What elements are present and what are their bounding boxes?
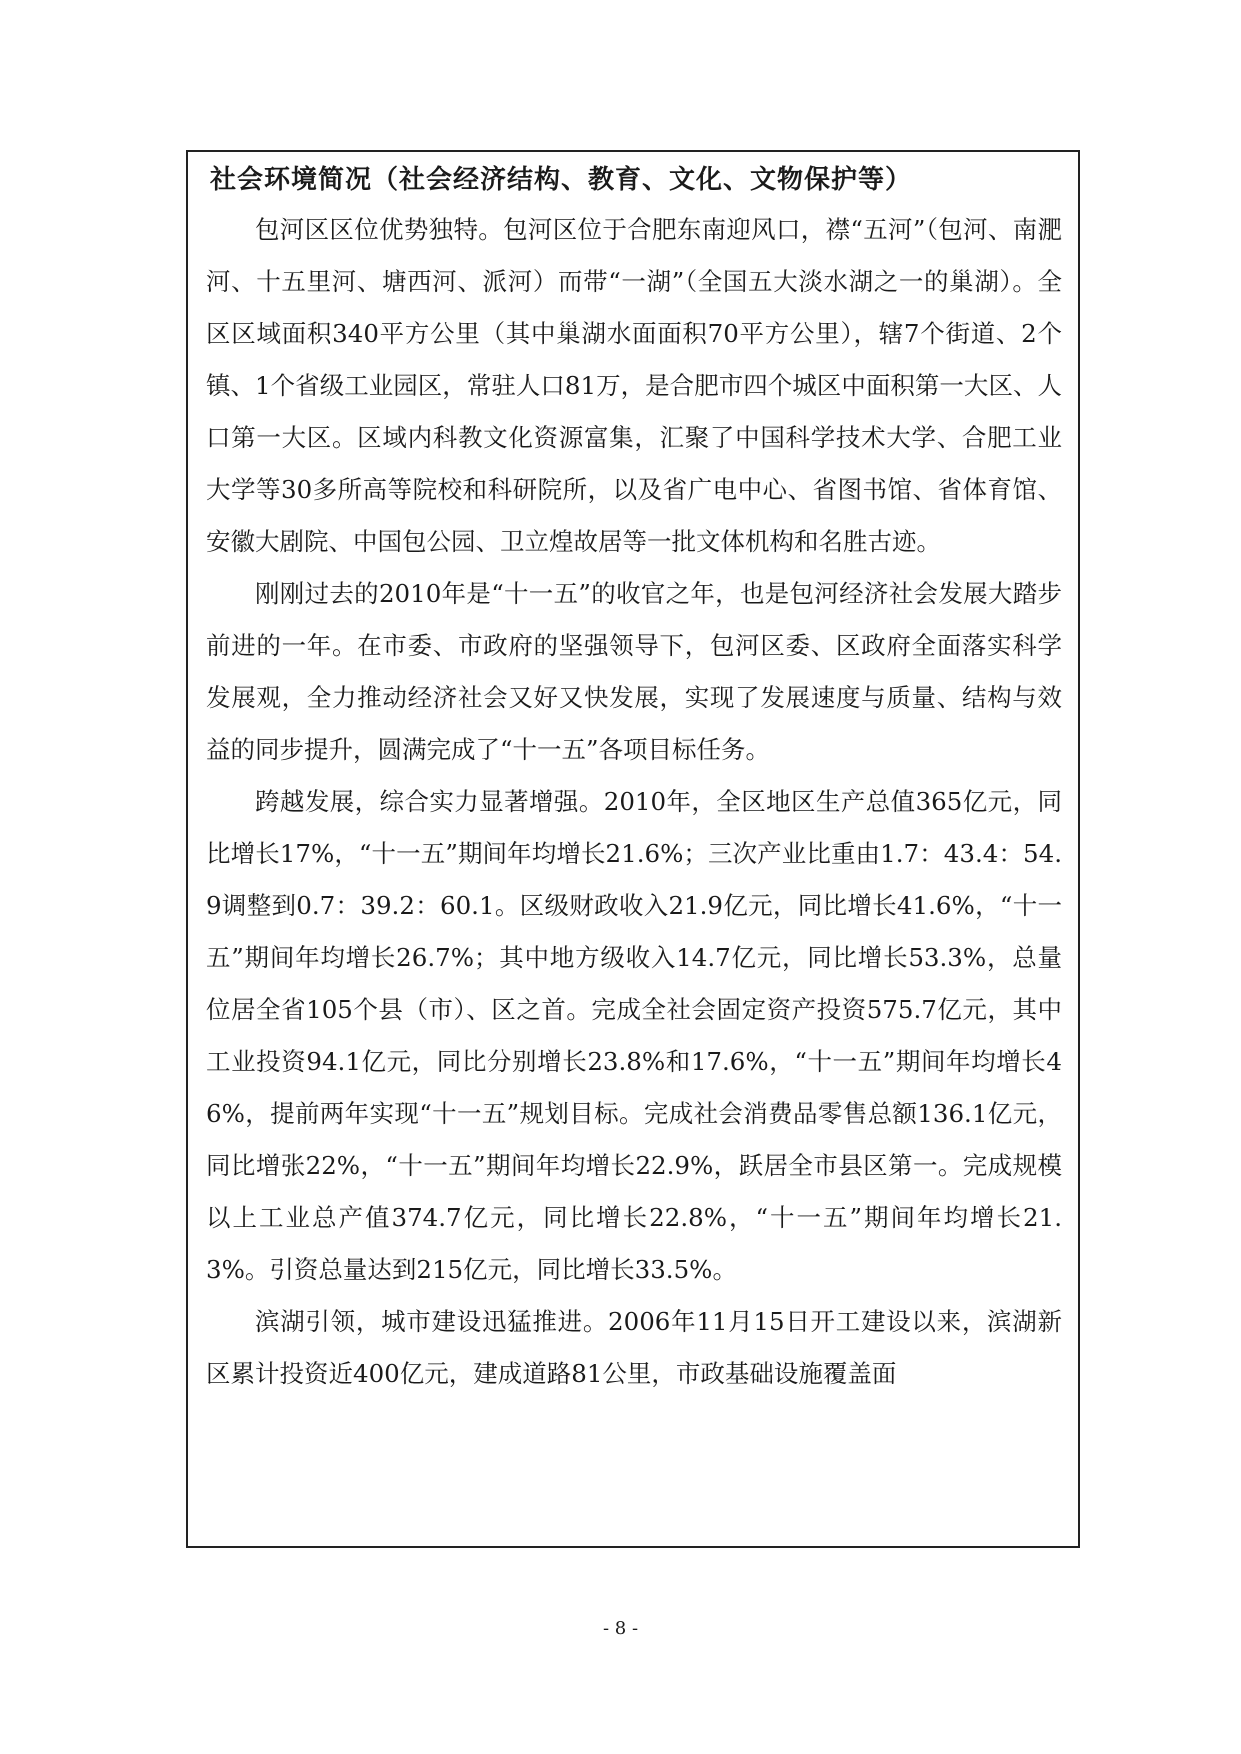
paragraph-location: 包河区区位优势独特。包河区位于合肥东南迎风口，襟“五河”（包河、南淝河、十五里河、塘西河、派河）而带“一湖”（全国五大淡水湖之一的巢湖）。全区区域面积340平方公里（其中巢湖水面面积70平方公里），辖7个街道、2个镇、1个省级工业园区，常驻人口81万，是合肥市四个城区中面积第一大区、人口第一大区。区域内科教文化资源富集，汇聚了中国科学技术大学、合肥工业大学等30多所高等院校和科研院所，以及省广电中心、省图书馆、省体育馆、安徽大剧院、中国包公园、卫立煌故居等一批文体机构和名胜古迹。 [206, 215, 1062, 556]
content-frame [186, 150, 1080, 1548]
page-number: - 8 - [602, 1618, 639, 1639]
section-heading: 社会环境简况（社会经济结构、教育、文化、文物保护等） [210, 165, 913, 195]
paragraph-2010-overview: 刚刚过去的2010年是“十一五”的收官之年，也是包河经济社会发展大踏步前进的一年。在市委、市政府的坚强领导下，包河区委、区政府全面落实科学发展观，全力推动经济社会又好又快发展，实现了发展速度与质量、结构与效益的同步提升，圆满完成了“十一五”各项目标任务。 [206, 579, 1062, 764]
paragraph-economic-strength: 跨越发展，综合实力显著增强。2010年，全区地区生产总值365亿元，同比增长17%，“十一五”期间年均增长21.6%；三次产业比重由1.7：43.4：54.9调整到0.7：39.2：60.1。区级财政收入21.9亿元，同比增长41.6%，“十一五”期间年均增长26.7%；其中地方级收入14.7亿元，同比增长53.3%，总量位居全省105个县（市）、区之首。完成全社会固定资产投资575.7亿元，其中工业投资94.1亿元，同比分别增长23.8%和17.6%，“十一五”期间年均增长46%，提前两年实现“十一五”规划目标。完成社会消费品零售总额136.1亿元，同比增张22%，“十一五”期间年均增长22.9%，跃居全市县区第一。完成规模以上工业总产值374.7亿元，同比增长22.8%，“十一五”期间年均增长21.3%。引资总量达到215亿元，同比增长33.5%。 [206, 787, 1062, 1284]
paragraph-binhu-construction: 滨湖引领，城市建设迅猛推进。2006年11月15日开工建设以来，滨湖新区累计投资近400亿元，建成道路81公里，市政基础设施覆盖面 [206, 1307, 1062, 1388]
